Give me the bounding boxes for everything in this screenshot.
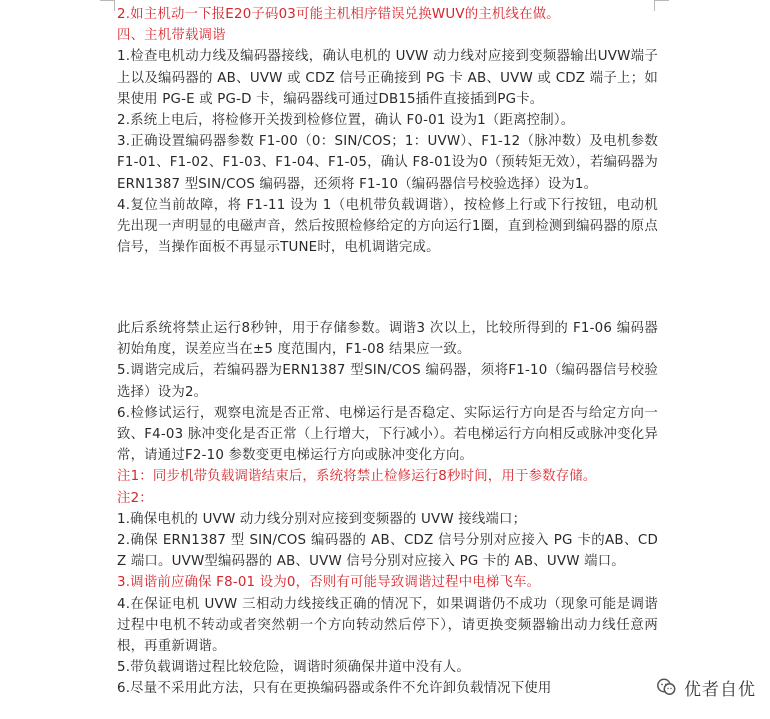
paragraph: 5.带负载调谐过程比较危险，调谐时须确保井道中没有人。 (117, 660, 470, 676)
paragraph: 6.尽量不采用此方法，只有在更换编码器或条件不允许卸负载情况下使用 (117, 681, 552, 697)
text-section-lower (117, 318, 658, 700)
page-margin-mark-left (100, 0, 115, 11)
wechat-icon (654, 675, 678, 699)
highlighted-paragraph: 3.调谐前应确保 F8-01 设为0，否则有可能导致调谐过程中电梯飞车。 (117, 575, 541, 591)
watermark-text: 优者自优 (684, 679, 756, 700)
highlighted-paragraph: 2.如主机动一下报E20子码03可能主机相序错误兑换WUV的主机线在做。 (117, 7, 560, 22)
paragraph: 3.正确设置编码器参数 F1-00（0：SIN/COS；1：UVW）、F1-12（脉冲数）及电机参数 F1-01、F1-02、F1-03、F1-04、F1-05，确认 F8-01设为0（预转矩无效），若编码器为ERN1387 型SIN/COS 编码器，还须将 F1-10（编码器信号校验选择）设为1。 (117, 134, 658, 192)
paragraph: 4.在保证电机 UVW 三相动力线接线正确的情况下，如果调谐仍不成功（现象可能是调谐过程中电机不转动或者突然朝一个方向转动然后停下），请更换变频器输出动力线任意两根，再重新调谐。 (117, 596, 658, 655)
highlighted-paragraph: 注2： (117, 490, 153, 506)
watermark (654, 672, 756, 702)
paragraph: 6.检修试运行，观察电流是否正常、电梯运行是否稳定、实际运行方向是否与给定方向一致、F4-03 脉冲变化是否正常（上行增大，下行减小）。若电梯运行方向相反或脉冲变化异常，请通过F2-10 参数变更电梯运行方向或脉冲变化方向。 (117, 405, 658, 464)
paragraph: 5.调谐完成后，若编码器为ERN1387 型SIN/COS 编码器，须将F1-10（编码器信号校验选择）设为2。 (117, 363, 658, 400)
highlighted-paragraph: 四、主机带载调谐 (117, 28, 226, 44)
text-section-upper (117, 4, 658, 258)
paragraph: 2.系统上电后，将检修开关拨到检修位置，确认 F0-01 设为1（距离控制）。 (117, 113, 575, 129)
paragraph: 2.确保 ERN1387 型 SIN/COS 编码器的 AB、CDZ 信号分别对应接入 PG 卡的AB、CDZ 端口。UVW型编码器的 AB、UVW 信号分别对应接入 PG 卡的 AB、UVW 端口。 (117, 533, 658, 570)
paragraph: 1.检查电机动力线及编码器接线，确认电机的 UVW 动力线对应接到变频器输出UVW端子上以及编码器的 AB、UVW 或 CDZ 信号正确接到 PG 卡 AB、UVW 或 CDZ 端子上；如果使用 PG-E 或 PG-D 卡，编码器线可通过DB15插件直接插到PG卡。 (117, 49, 658, 107)
paragraph: 此后系统将禁止运行8秒钟，用于存储参数。调谐3 次以上，比较所得到的 F1-06 编码器初始角度，误差应当在±5 度范围内，F1-08 结果应一致。 (117, 321, 658, 358)
paragraph: 1.确保电机的 UVW 动力线分别对应接到变频器的 UVW 接线端口； (117, 511, 527, 527)
highlighted-paragraph: 注1：同步机带负载调谐结束后，系统将禁止检修运行8秒时间，用于参数存储。 (117, 469, 597, 485)
paragraph: 4.复位当前故障，将 F1-11 设为 1（电机带负载调谐），按检修上行或下行按钮，电动机先出现一声明显的电磁声音，然后按照检修给定的方向运行1圈，直到检测到编码器的原点信号，当操作面板不再显示TUNE时，电机调谐完成。 (117, 197, 658, 256)
